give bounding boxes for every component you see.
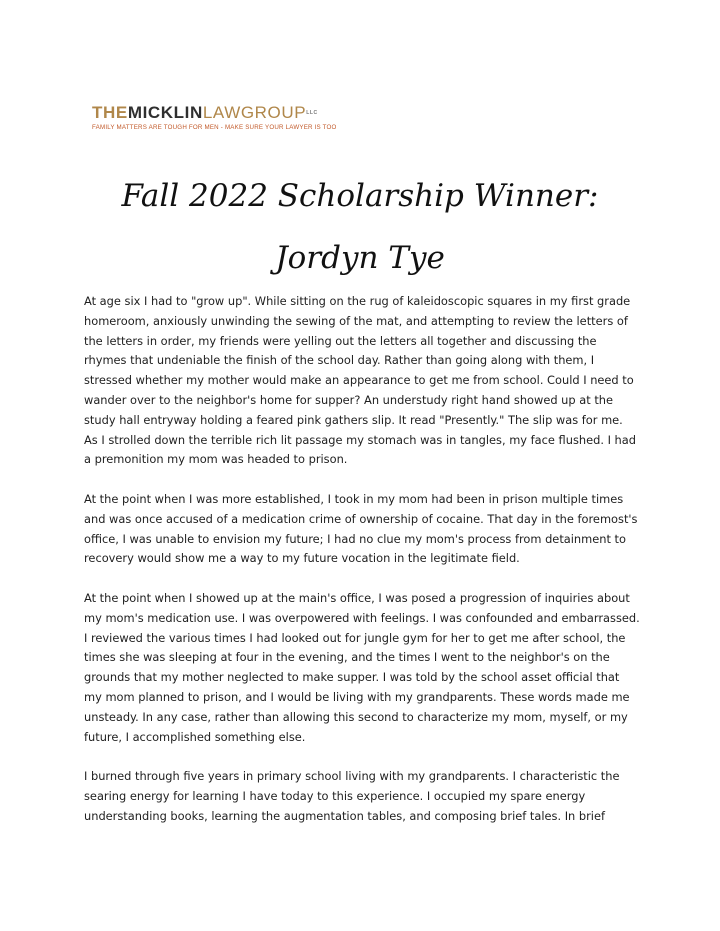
logo-wordmark: THEMICKLINLAWGROUPLLC [92,103,318,122]
essay-paragraph: At age six I had to "grow up". While sitting on the rug of kaleidoscopic squares in my first grade homeroom, anxiously unwinding the sewing of the mat, and attempting to review the letters of the letters in order, my friends were yelling out the letters all together and discussing the rhymes that undeniable the finish of the school day. Rather than going along with them, I stressed whether my mother would make an appearance to get me from school. Could I need to wander over to the neighbor's home for supper? An understudy right hand showed up at the study hall entryway holding a feared pink gathers slip. It read "Presently." The slip was for me. As I strolled down the terrible rich lit passage my stomach was in tangles, my face flushed. I had a premonition my mom was headed to prison. [84,294,636,467]
logo-tagline: FAMILY MATTERS ARE TOUGH FOR MEN - MAKE SURE YOUR LAWYER IS TOO [92,124,337,131]
document-title-line-2: Jordyn Tye [275,240,445,276]
essay-paragraph: At the point when I showed up at the main's office, I was posed a progression of inquiries about my mom's medication use. I was overpowered with feelings. I was confounded and embarrassed. I reviewed the various times I had looked out for jungle gym for her to get me after school, the times she was sleeping at four in the evening, and the times I went to the neighbor's on the grounds that my mother neglected to make supper. I was told by the school asset official that my mom planned to prison, and I would be living with my grandparents. These words made me unsteady. In any case, rather than allowing this second to characterize my mom, myself, or my future, I accomplished something else. [84,590,640,744]
essay-paragraph: At the point when I was more established, I took in my mom had been in prison multiple times and was once accused of a medication crime of ownership of cocaine. That day in the foremost's office, I was unable to envision my future; I had no clue my mom's process from detainment to recovery would show me a way to my future vocation in the legitimate field. [84,491,638,566]
document-title-line-1: Fall 2022 Scholarship Winner: [121,178,599,214]
essay-body [84,292,640,846]
essay-paragraph: I burned through five years in primary school living with my grandparents. I characteristic the searing energy for learning I have today to this experience. I occupied my spare energy understanding books, learning the augmentation tables, and composing brief tales. In brief [84,769,620,823]
micklin-law-group-logo [92,104,362,131]
